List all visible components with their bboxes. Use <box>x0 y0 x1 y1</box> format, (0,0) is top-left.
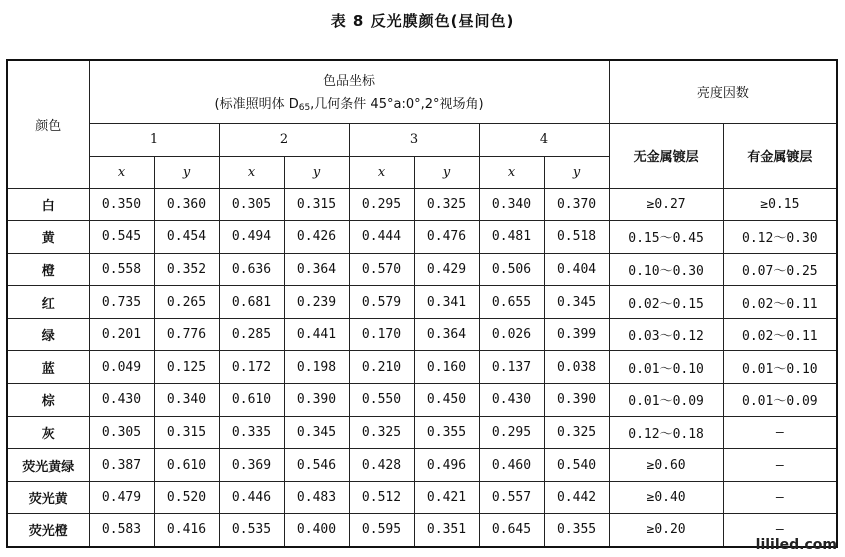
y-value-cell: 0.315 <box>154 416 219 449</box>
header-no-metal-coating: 无金属镀层 <box>609 123 723 188</box>
x-value-cell: 0.201 <box>89 318 154 351</box>
header-point-4: 4 <box>479 123 609 156</box>
luminance-no-metal-cell: ≥0.60 <box>609 449 723 482</box>
x-value-cell: 0.595 <box>349 514 414 547</box>
color-name-cell: 白 <box>7 188 89 221</box>
y-value-cell: 0.429 <box>414 253 479 286</box>
header-color: 颜色 <box>7 60 89 188</box>
y-value-cell: 0.404 <box>544 253 609 286</box>
color-name-cell: 棕 <box>7 384 89 417</box>
luminance-no-metal-cell: 0.15～0.45 <box>609 221 723 254</box>
luminance-no-metal-cell: 0.01～0.09 <box>609 384 723 417</box>
y-value-cell: 0.198 <box>284 351 349 384</box>
x-value-cell: 0.494 <box>219 221 284 254</box>
y-value-cell: 0.476 <box>414 221 479 254</box>
color-name-cell: 橙 <box>7 253 89 286</box>
x-value-cell: 0.636 <box>219 253 284 286</box>
y-value-cell: 0.776 <box>154 318 219 351</box>
y-value-cell: 0.325 <box>414 188 479 221</box>
x-value-cell: 0.481 <box>479 221 544 254</box>
color-name-cell: 荧光橙 <box>7 514 89 547</box>
header-y-2: y <box>284 156 349 188</box>
header-point-2: 2 <box>219 123 349 156</box>
y-value-cell: 0.416 <box>154 514 219 547</box>
watermark: lililed.com <box>755 537 837 553</box>
y-value-cell: 0.364 <box>284 253 349 286</box>
x-value-cell: 0.479 <box>89 481 154 514</box>
y-value-cell: 0.125 <box>154 351 219 384</box>
table-row <box>7 416 837 449</box>
x-value-cell: 0.512 <box>349 481 414 514</box>
luminance-with-metal-cell: 0.07～0.25 <box>723 253 837 286</box>
y-value-cell: 0.160 <box>414 351 479 384</box>
luminance-with-metal-cell: — <box>723 481 837 514</box>
x-value-cell: 0.430 <box>479 384 544 417</box>
x-value-cell: 0.460 <box>479 449 544 482</box>
luminance-no-metal-cell: 0.10～0.30 <box>609 253 723 286</box>
y-value-cell: 0.364 <box>414 318 479 351</box>
x-value-cell: 0.335 <box>219 416 284 449</box>
y-value-cell: 0.360 <box>154 188 219 221</box>
y-value-cell: 0.518 <box>544 221 609 254</box>
luminance-no-metal-cell: ≥0.40 <box>609 481 723 514</box>
header-illuminant-subscript: 65 <box>298 103 311 114</box>
y-value-cell: 0.610 <box>154 449 219 482</box>
y-value-cell: 0.355 <box>414 416 479 449</box>
header-luminance-factor: 亮度因数 <box>609 60 837 123</box>
x-value-cell: 0.172 <box>219 351 284 384</box>
color-name-cell: 蓝 <box>7 351 89 384</box>
y-value-cell: 0.426 <box>284 221 349 254</box>
y-value-cell: 0.441 <box>284 318 349 351</box>
x-value-cell: 0.610 <box>219 384 284 417</box>
color-name-cell: 红 <box>7 286 89 319</box>
x-value-cell: 0.558 <box>89 253 154 286</box>
y-value-cell: 0.345 <box>284 416 349 449</box>
color-name-cell: 黄 <box>7 221 89 254</box>
x-value-cell: 0.681 <box>219 286 284 319</box>
y-value-cell: 0.390 <box>544 384 609 417</box>
luminance-with-metal-cell: 0.02～0.11 <box>723 286 837 319</box>
table-row <box>7 351 837 384</box>
y-value-cell: 0.546 <box>284 449 349 482</box>
header-chromaticity-subtitle <box>90 93 609 113</box>
y-value-cell: 0.400 <box>284 514 349 547</box>
x-value-cell: 0.305 <box>89 416 154 449</box>
x-value-cell: 0.583 <box>89 514 154 547</box>
color-name-cell: 绿 <box>7 318 89 351</box>
x-value-cell: 0.579 <box>349 286 414 319</box>
luminance-with-metal-cell: 0.02～0.11 <box>723 318 837 351</box>
luminance-no-metal-cell: 0.12～0.18 <box>609 416 723 449</box>
header-y-4: y <box>544 156 609 188</box>
luminance-no-metal-cell: ≥0.27 <box>609 188 723 221</box>
x-value-cell: 0.049 <box>89 351 154 384</box>
x-value-cell: 0.645 <box>479 514 544 547</box>
header-illuminant-prefix: (标准照明体 D <box>214 97 299 113</box>
x-value-cell: 0.387 <box>89 449 154 482</box>
table-row <box>7 188 837 221</box>
luminance-with-metal-cell: 0.01～0.10 <box>723 351 837 384</box>
header-point-3: 3 <box>349 123 479 156</box>
y-value-cell: 0.351 <box>414 514 479 547</box>
x-value-cell: 0.026 <box>479 318 544 351</box>
table-row <box>7 253 837 286</box>
x-value-cell: 0.305 <box>219 188 284 221</box>
x-value-cell: 0.545 <box>89 221 154 254</box>
x-value-cell: 0.325 <box>349 416 414 449</box>
color-name-cell: 荧光黄绿 <box>7 449 89 482</box>
header-with-metal-coating: 有金属镀层 <box>723 123 837 188</box>
header-geometry: ,几何条件 45°a:0°,2°视场角) <box>310 97 484 113</box>
header-chromaticity-title: 色品坐标 <box>323 74 376 90</box>
y-value-cell: 0.454 <box>154 221 219 254</box>
x-value-cell: 0.350 <box>89 188 154 221</box>
y-value-cell: 0.442 <box>544 481 609 514</box>
x-value-cell: 0.295 <box>479 416 544 449</box>
color-name-cell: 荧光黄 <box>7 481 89 514</box>
x-value-cell: 0.137 <box>479 351 544 384</box>
table-title: 表 8 反光膜颜色(昼间色) <box>330 12 515 30</box>
y-value-cell: 0.352 <box>154 253 219 286</box>
x-value-cell: 0.210 <box>349 351 414 384</box>
x-value-cell: 0.735 <box>89 286 154 319</box>
y-value-cell: 0.325 <box>544 416 609 449</box>
x-value-cell: 0.295 <box>349 188 414 221</box>
luminance-with-metal-cell: 0.01～0.09 <box>723 384 837 417</box>
y-value-cell: 0.345 <box>544 286 609 319</box>
header-x-1: x <box>89 156 154 188</box>
y-value-cell: 0.540 <box>544 449 609 482</box>
table-row <box>7 221 837 254</box>
y-value-cell: 0.370 <box>544 188 609 221</box>
y-value-cell: 0.496 <box>414 449 479 482</box>
x-value-cell: 0.285 <box>219 318 284 351</box>
y-value-cell: 0.520 <box>154 481 219 514</box>
y-value-cell: 0.390 <box>284 384 349 417</box>
y-value-cell: 0.239 <box>284 286 349 319</box>
table-row <box>7 449 837 482</box>
table-row <box>7 481 837 514</box>
luminance-with-metal-cell: — <box>723 514 837 547</box>
x-value-cell: 0.340 <box>479 188 544 221</box>
y-value-cell: 0.399 <box>544 318 609 351</box>
luminance-no-metal-cell: 0.02～0.15 <box>609 286 723 319</box>
y-value-cell: 0.421 <box>414 481 479 514</box>
y-value-cell: 0.450 <box>414 384 479 417</box>
x-value-cell: 0.444 <box>349 221 414 254</box>
luminance-with-metal-cell: — <box>723 416 837 449</box>
header-chromaticity <box>89 60 609 123</box>
y-value-cell: 0.265 <box>154 286 219 319</box>
x-value-cell: 0.550 <box>349 384 414 417</box>
y-value-cell: 0.341 <box>414 286 479 319</box>
luminance-with-metal-cell: — <box>723 449 837 482</box>
y-value-cell: 0.340 <box>154 384 219 417</box>
x-value-cell: 0.446 <box>219 481 284 514</box>
x-value-cell: 0.570 <box>349 253 414 286</box>
luminance-with-metal-cell: ≥0.15 <box>723 188 837 221</box>
x-value-cell: 0.369 <box>219 449 284 482</box>
y-value-cell: 0.483 <box>284 481 349 514</box>
luminance-no-metal-cell: 0.03～0.12 <box>609 318 723 351</box>
reflective-film-color-table <box>6 59 838 548</box>
header-x-4: x <box>479 156 544 188</box>
header-y-3: y <box>414 156 479 188</box>
table-row <box>7 384 837 417</box>
x-value-cell: 0.535 <box>219 514 284 547</box>
color-name-cell: 灰 <box>7 416 89 449</box>
x-value-cell: 0.557 <box>479 481 544 514</box>
header-y-1: y <box>154 156 219 188</box>
y-value-cell: 0.315 <box>284 188 349 221</box>
table-row <box>7 514 837 547</box>
luminance-with-metal-cell: 0.12～0.30 <box>723 221 837 254</box>
x-value-cell: 0.506 <box>479 253 544 286</box>
x-value-cell: 0.655 <box>479 286 544 319</box>
y-value-cell: 0.038 <box>544 351 609 384</box>
luminance-no-metal-cell: ≥0.20 <box>609 514 723 547</box>
y-value-cell: 0.355 <box>544 514 609 547</box>
x-value-cell: 0.170 <box>349 318 414 351</box>
header-x-3: x <box>349 156 414 188</box>
table-row <box>7 286 837 319</box>
header-point-1: 1 <box>89 123 219 156</box>
luminance-no-metal-cell: 0.01～0.10 <box>609 351 723 384</box>
x-value-cell: 0.428 <box>349 449 414 482</box>
x-value-cell: 0.430 <box>89 384 154 417</box>
header-x-2: x <box>219 156 284 188</box>
table-row <box>7 318 837 351</box>
